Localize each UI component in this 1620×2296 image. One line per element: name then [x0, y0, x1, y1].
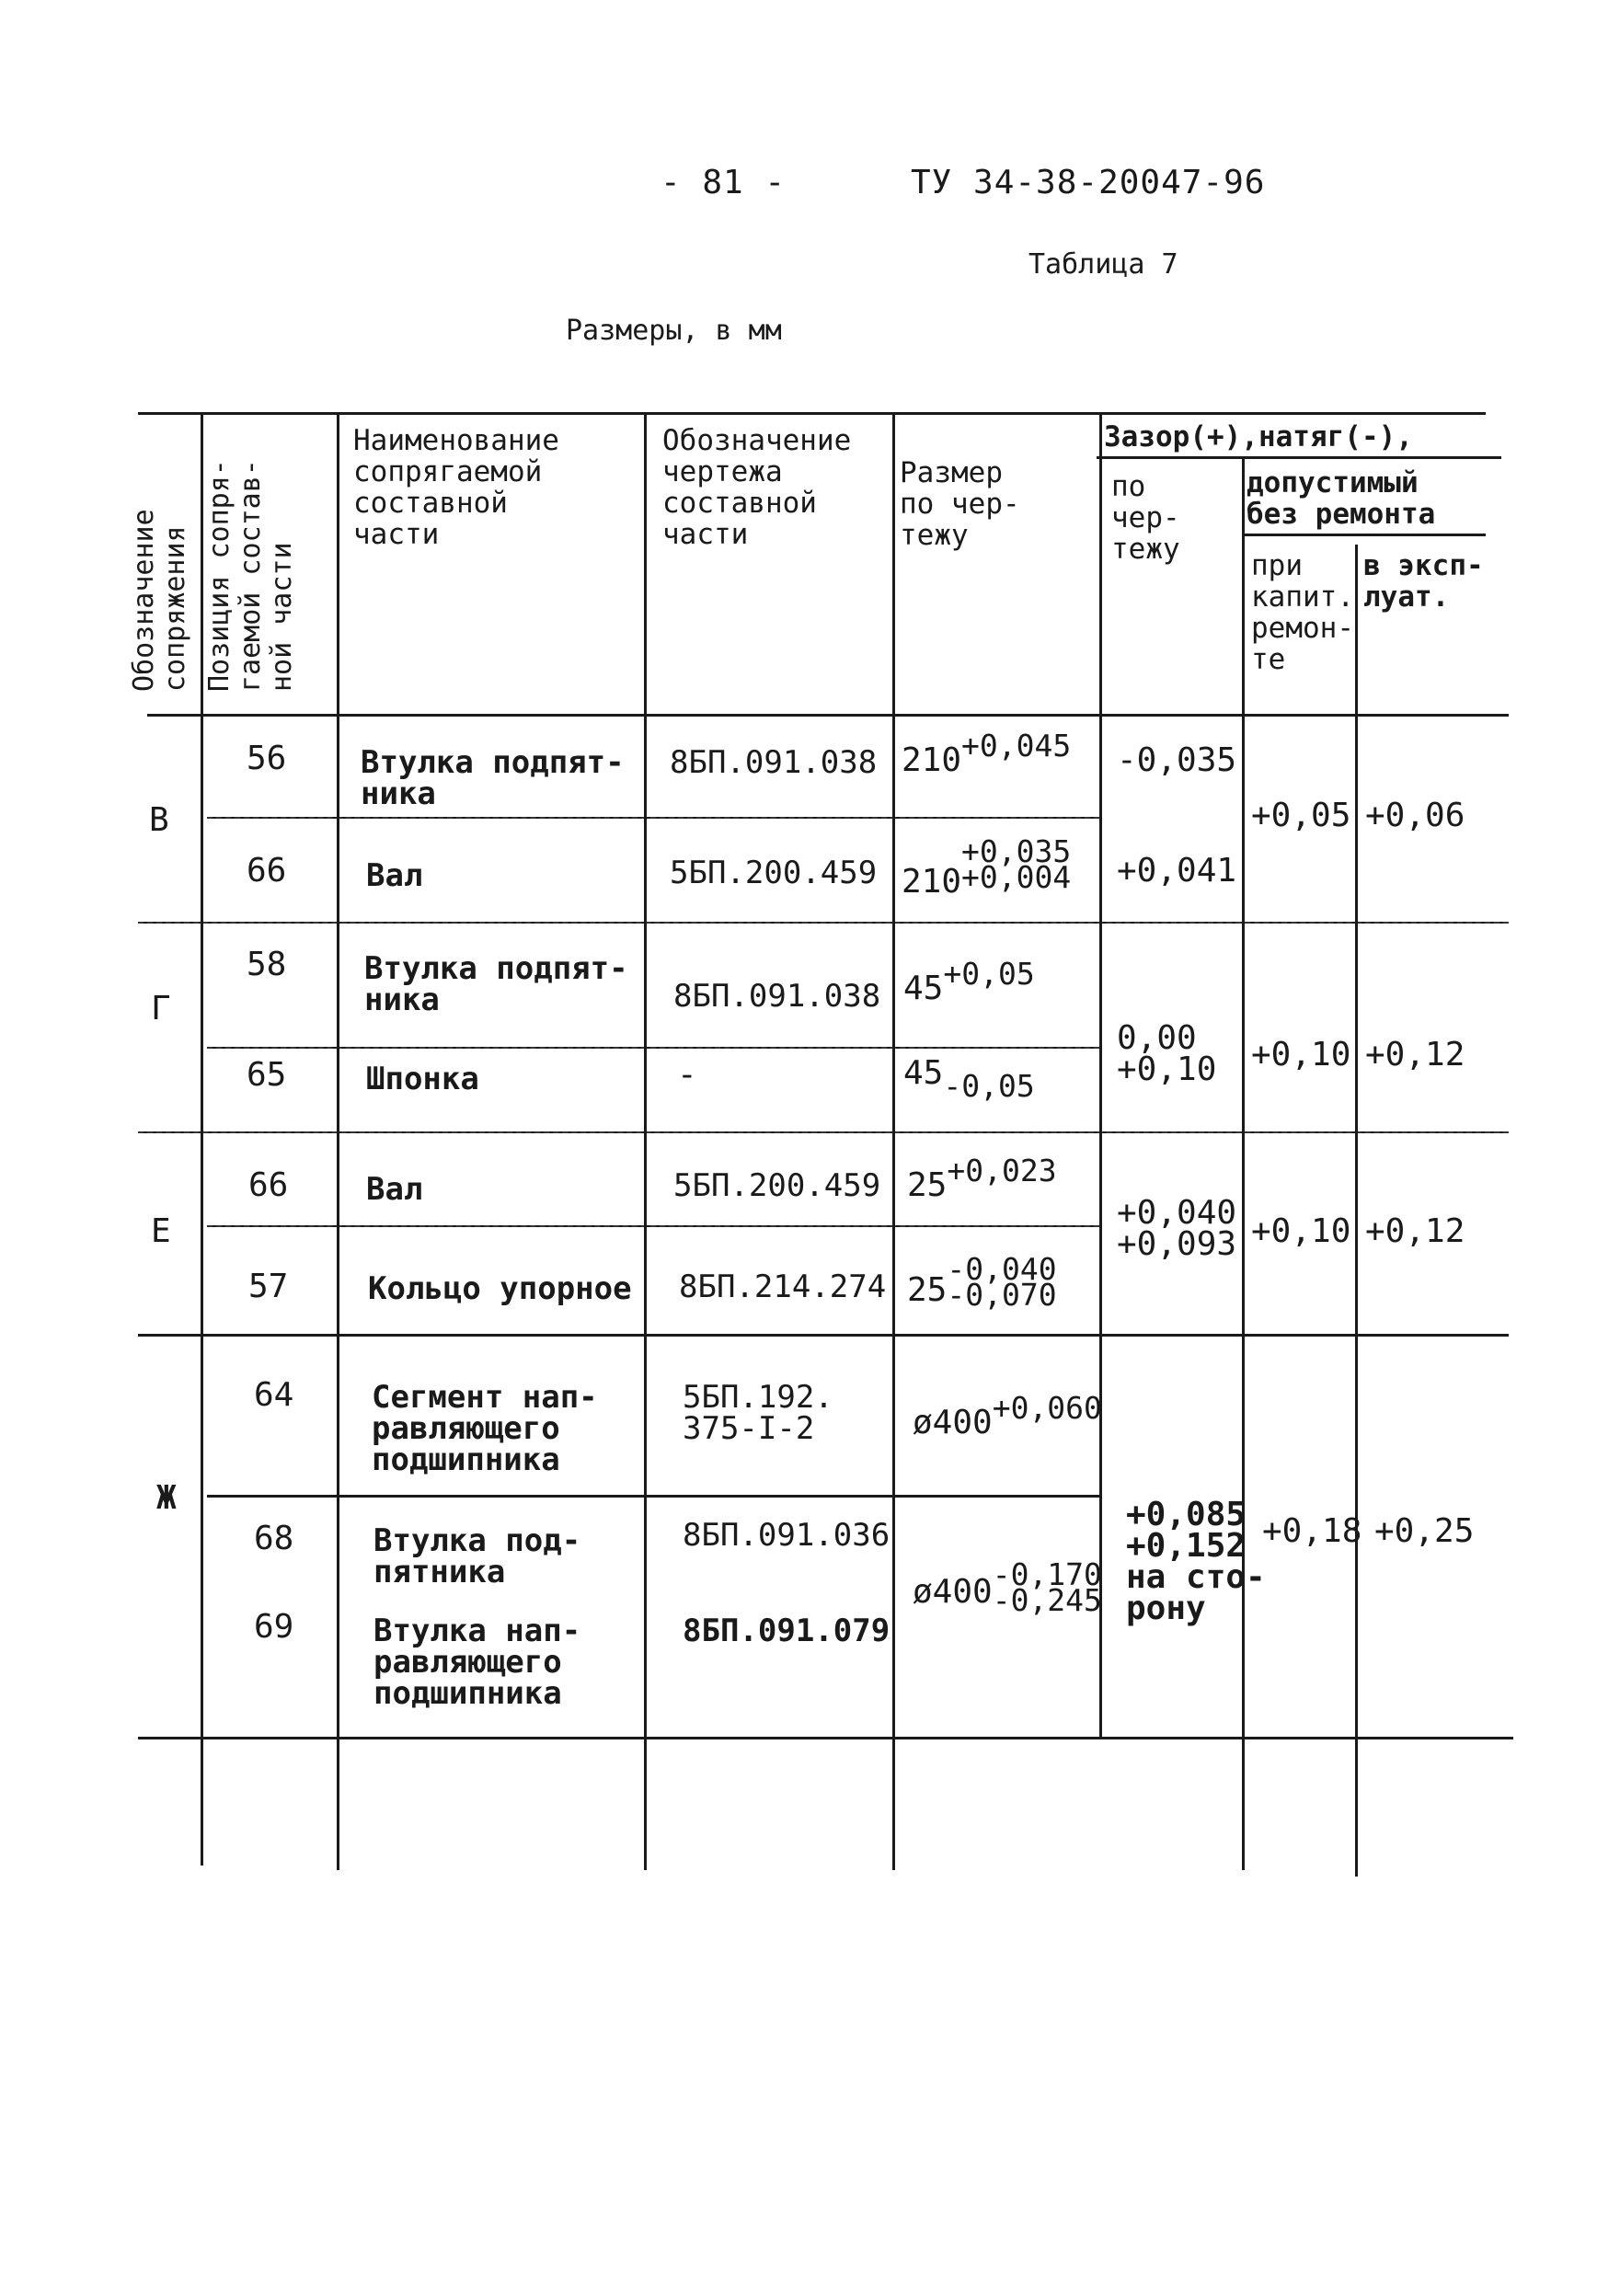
header-cap-repair: при капит. ремон- те — [1251, 549, 1354, 676]
cap-repair-cell: +0,18 — [1262, 1512, 1362, 1550]
position-cell: 64 — [254, 1376, 294, 1414]
part-name-cell: Шпонка — [366, 1061, 479, 1097]
per-drawing-lower: +0,093 — [1117, 1225, 1237, 1263]
position-cell: 66 — [248, 1166, 289, 1204]
lower-tolerance: -0,070 — [947, 1277, 1057, 1313]
upper-tolerance: -0,040 — [947, 1251, 1057, 1287]
per-drawing-lower: +0,152 — [1126, 1527, 1247, 1565]
size-cell — [902, 728, 1072, 779]
part-name-cell: Втулка под- пятника — [373, 1522, 581, 1590]
in-service-cell: +0,06 — [1365, 797, 1465, 834]
part-name-cell: Вал — [366, 1171, 423, 1208]
header-drawing: Обозначение чертежа составной части — [662, 424, 852, 551]
tolerance-value: +0,060 — [992, 1390, 1102, 1426]
drawing-cell: 5БП.200.459 — [673, 1167, 881, 1204]
column-divider — [1242, 456, 1245, 1870]
per-drawing-upper: +0,040 — [1117, 1194, 1237, 1232]
position-cell: 65 — [247, 1056, 287, 1094]
drawing-cell: 8БП.091.038 — [673, 978, 881, 1015]
header-gap-interference: Зазор(+),натяг(-), — [1104, 420, 1413, 453]
tolerance-value: -0,05 — [943, 1068, 1035, 1104]
position-cell: 58 — [247, 946, 287, 983]
column-divider — [1099, 412, 1102, 1739]
in-service-cell: +0,12 — [1365, 1036, 1465, 1073]
size-cell — [907, 1251, 1057, 1313]
size-value: 210 — [902, 741, 962, 779]
header-part-name: Наименование сопрягаемой составной части — [353, 424, 559, 551]
tolerance-value: +0,05 — [943, 956, 1035, 992]
size-value: 25 — [907, 1271, 948, 1309]
row-separator — [207, 1495, 1099, 1498]
size-cell — [913, 1556, 1102, 1618]
lower-tolerance: -0,245 — [992, 1582, 1102, 1618]
position-cell: 57 — [248, 1268, 289, 1305]
drawing-cell: 8БП.091.038 — [670, 744, 878, 781]
column-divider — [644, 412, 647, 1870]
size-cell — [907, 1153, 1057, 1204]
upper-tolerance: -0,170 — [992, 1556, 1102, 1592]
page-number: - 81 - — [661, 164, 787, 201]
drawing-cell: - — [677, 1056, 697, 1094]
tolerance-stack — [961, 833, 1072, 895]
row-separator — [207, 817, 1099, 819]
size-value: 45 — [903, 970, 944, 1007]
size-cell — [913, 1390, 1102, 1441]
size-cell — [903, 956, 1035, 1007]
position-cell: 66 — [247, 852, 287, 890]
header-allowed: допустимый без ремонта — [1247, 466, 1436, 531]
table-title: Таблица 7 — [1028, 248, 1178, 281]
row-separator — [207, 1047, 1099, 1049]
per-drawing-cell — [1117, 1194, 1237, 1263]
per-drawing-upper: +0,085 — [1126, 1496, 1247, 1533]
group-separator — [138, 922, 1509, 924]
drawing-cell: 8БП.091.079 — [683, 1613, 890, 1649]
group-mark: Ж — [156, 1479, 177, 1517]
drawing-cell: 8БП.091.036 — [683, 1517, 890, 1554]
per-drawing-note: рону — [1126, 1590, 1206, 1627]
part-name-cell: Вал — [366, 857, 423, 894]
header-per-drawing: по чер- тежу — [1111, 470, 1180, 566]
part-name-cell: Втулка подпят- ника — [361, 744, 625, 812]
cap-repair-cell: +0,10 — [1251, 1212, 1351, 1250]
allowed-header-underline — [1242, 534, 1486, 536]
size-value: 45 — [903, 1054, 944, 1092]
tolerance-value: +0,045 — [961, 728, 1072, 763]
size-value: 25 — [907, 1166, 948, 1204]
position-cell: 68 — [254, 1520, 294, 1557]
lower-tolerance: +0,004 — [961, 859, 1072, 895]
document-code: ТУ 34-38-20047-96 — [911, 164, 1266, 201]
tolerance-value: +0,023 — [947, 1153, 1057, 1188]
header-in-service: в эксп- луат. — [1363, 549, 1484, 614]
units-caption: Размеры, в мм — [566, 315, 782, 347]
size-value: 210 — [902, 863, 962, 901]
cap-repair-cell: +0,05 — [1251, 797, 1351, 834]
column-divider — [892, 412, 895, 1870]
per-drawing-cell: +0,041 — [1117, 852, 1237, 890]
tolerance-stack — [947, 1251, 1057, 1313]
in-service-cell: +0,25 — [1374, 1512, 1475, 1550]
drawing-cell: 5БП.192. 375-I-2 — [683, 1379, 833, 1447]
group-mark: Е — [151, 1212, 171, 1250]
size-cell — [902, 833, 1072, 901]
table-bottom-line — [138, 1737, 1513, 1739]
size-value: ø400 — [913, 1573, 993, 1611]
group-separator — [138, 1334, 1509, 1337]
per-drawing-note: на сто- — [1126, 1558, 1266, 1596]
header-position: Позиция сопря- гаемой состав- ной части — [203, 459, 298, 692]
table-top-border — [138, 412, 1486, 415]
column-divider — [1355, 545, 1358, 1877]
part-name-cell: Кольцо упорное — [368, 1270, 632, 1307]
header-mark: Обозначение сопряжения — [128, 509, 191, 692]
per-drawing-cell — [1126, 1496, 1266, 1627]
drawing-cell: 8БП.214.274 — [679, 1269, 887, 1305]
per-drawing-cell — [1117, 1019, 1217, 1088]
header-size: Размер по чер- тежу — [900, 456, 1020, 552]
group-separator — [138, 1131, 1509, 1133]
cap-repair-cell: +0,10 — [1251, 1036, 1351, 1073]
in-service-cell: +0,12 — [1365, 1212, 1465, 1250]
part-name-cell: Втулка нап- равляющего подшипника — [373, 1613, 581, 1712]
part-name-cell: Втулка подпят- ника — [364, 950, 628, 1018]
per-drawing-upper: 0,00 — [1117, 1019, 1197, 1057]
position-cell: 56 — [247, 740, 287, 777]
group-mark: Г — [151, 990, 171, 1027]
size-value: ø400 — [913, 1404, 993, 1441]
upper-tolerance: +0,035 — [961, 833, 1072, 869]
per-drawing-cell: -0,035 — [1117, 741, 1237, 779]
row-separator — [207, 1225, 1099, 1227]
position-cell: 69 — [254, 1608, 294, 1646]
gap-header-underline — [1097, 456, 1501, 459]
part-name-cell: Сегмент нап- равляющего подшипника — [372, 1379, 598, 1478]
drawing-cell: 5БП.200.459 — [670, 855, 878, 891]
header-bottom-border — [147, 714, 1509, 717]
group-mark: В — [149, 801, 169, 839]
column-divider — [337, 412, 339, 1870]
tolerance-stack — [992, 1556, 1102, 1618]
size-cell — [903, 1054, 1035, 1104]
per-drawing-lower: +0,10 — [1117, 1050, 1217, 1088]
